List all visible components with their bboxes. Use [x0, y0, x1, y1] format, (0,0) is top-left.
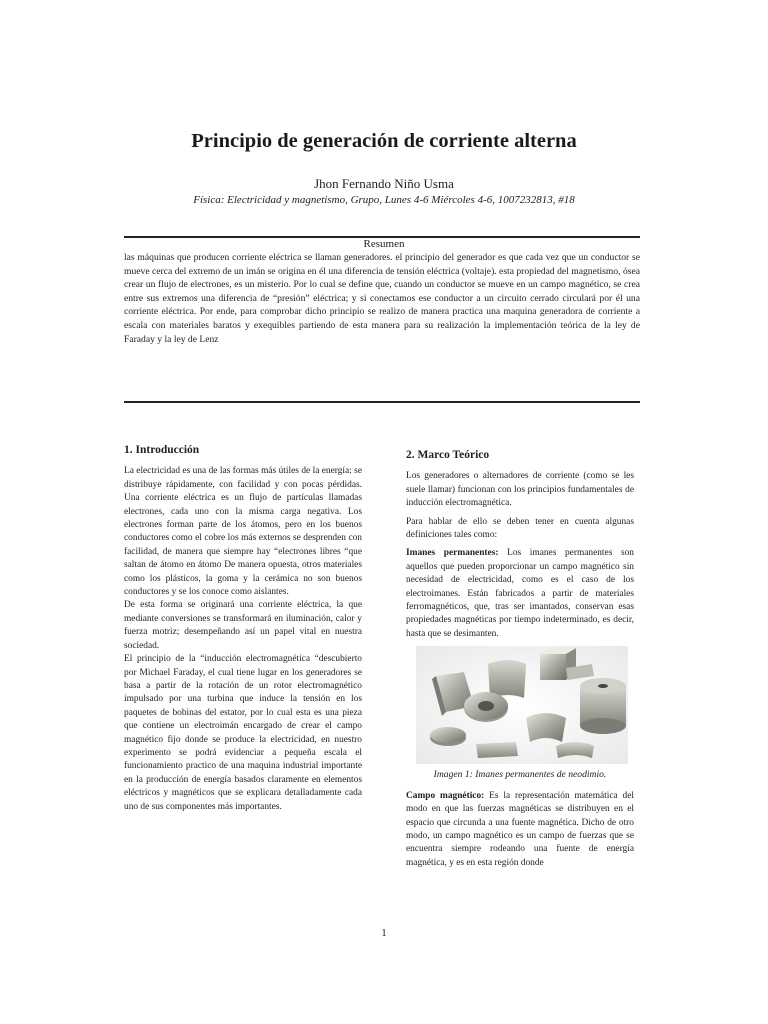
intro-paragraph-1: La electricidad es una de las formas más útiles de la energía: se distribuye rápidamente, con facilidad y con pocas pérdidas. Una corriente eléctrica es un flujo de partículas llamadas electrones, cada uno con la misma carga negativa. Los electrones forman parte de los átomos, pero en los buenos conductores como el cobre los más externos se desprenden con facilidad, de manera que siempre hay “electrones libres “que saltan de átomo en átomo De manera opuesta, otros materiales como los plásticos, la goma y la cerámica no son buenos conductores y se los conoce como aislantes. [124, 466, 362, 598]
campo-definition: Es la representación matemática del modo en que las fuerzas magnéticas se distribuyen en el espacio que circunda a una fuente magnética. Dicho de otro modo, un campo magnético es un campo de fuerzas que se encuentra siempre rodeando una fuente de energía magnética, y es en esta región donde [406, 790, 634, 868]
figure-caption: Imagen 1: Imanes permanentes de neodimio. [433, 769, 607, 781]
marco-paragraph-1: Los generadores o alternadores de corriente (como se les suele llamar) funcionan con los principios fundamentales de inducción electromagnética. [406, 471, 634, 509]
intro-paragraph-3: El principio de la “inducción electromagnética “descubierto por Michael Faraday, el cual tiene lugar en los generadores se basa a partir de la rotación de un rotor electromagnético impulsado por una turbina que induce la tensión en los paquetes de bobinas del estator, por lo cual esta es una pieza que contiene un electroimán encargado de crear el campo magnético fijo donde se produce la electricidad, en nuestro experimento se podrá evidenciar a pequeña escala el funcionamiento practico de una maquina industrial importante en la producción de energía basados claramente en elementos eléctricos y magnéticos que se explicara detalladamente cada uno de sus componentes más importantes. [124, 654, 362, 812]
imanes-definition: Los imanes permanentes son aquellos que pueden proporcionar un campo magnético sin necesidad de electricidad, como es el caso de los electroimanes. Están fabricados a partir de materiales ferromagnéticos, que, tras ser imantados, conservan esas propiedades magnéticas por tiempo indeterminado, es decir, hasta que se desimanten. [406, 548, 634, 639]
abstract-body: las máquinas que producen corriente eléctrica se llaman generadores. el principio del generador es que cada vez que un conductor se mueve cerca del extremo de un imán se origina en él una diferencia de tensión eléctrica (voltaje). esta propiedad del magnetismo, ósea crear un flujo de electrones, es un misterio. Por lo cual se define que, cuando un conductor se mueve en un campo magnético, se crea entre sus extremos una diferencia de “presión” eléctrica; y si conectamos ese conductor a un circuito cerrado circulará por él una corriente eléctrica. Por ende, para comprobar dicho principio se realizo de manera practica una maquina generadora de corriente a escala con materiales baratos y exequibles partiendo de esta manera para su realización la implementación teórica de la ley de Faraday y la ley de Lenz [124, 252, 640, 345]
right-column [406, 449, 634, 875]
left-column [124, 444, 362, 814]
term-campo: Campo magnético: [406, 790, 485, 801]
intro-heading: 1. Introducción [124, 444, 200, 456]
term-imanes: Imanes permanentes: [406, 548, 499, 559]
intro-paragraph-2: De esta forma se originará una corriente eléctrica, la que mediante conversiones se transformará en iluminación, calor y fuerza motriz; desempeñando así un papel vital en nuestra sociedad. [124, 600, 362, 651]
magnets-image [416, 646, 628, 764]
author-name: Jhon Fernando Niño Usma [314, 176, 454, 191]
marco-heading: 2. Marco Teórico [406, 449, 490, 461]
page-number: 1 [381, 927, 387, 939]
abstract-heading: Resumen [363, 238, 405, 250]
marco-paragraph-3 [406, 547, 634, 641]
paper-title: Principio de generación de corriente alterna [191, 130, 577, 152]
bottom-rule [124, 401, 640, 403]
marco-paragraph-4 [406, 790, 634, 870]
marco-paragraph-2: Para hablar de ello se deben tener en cuenta algunas definiciones tales como: [406, 516, 634, 541]
author-affiliation: Física: Electricidad y magnetismo, Grupo, Lunes 4-6 Miércoles 4-6, 1007232813, #18 [193, 194, 575, 206]
